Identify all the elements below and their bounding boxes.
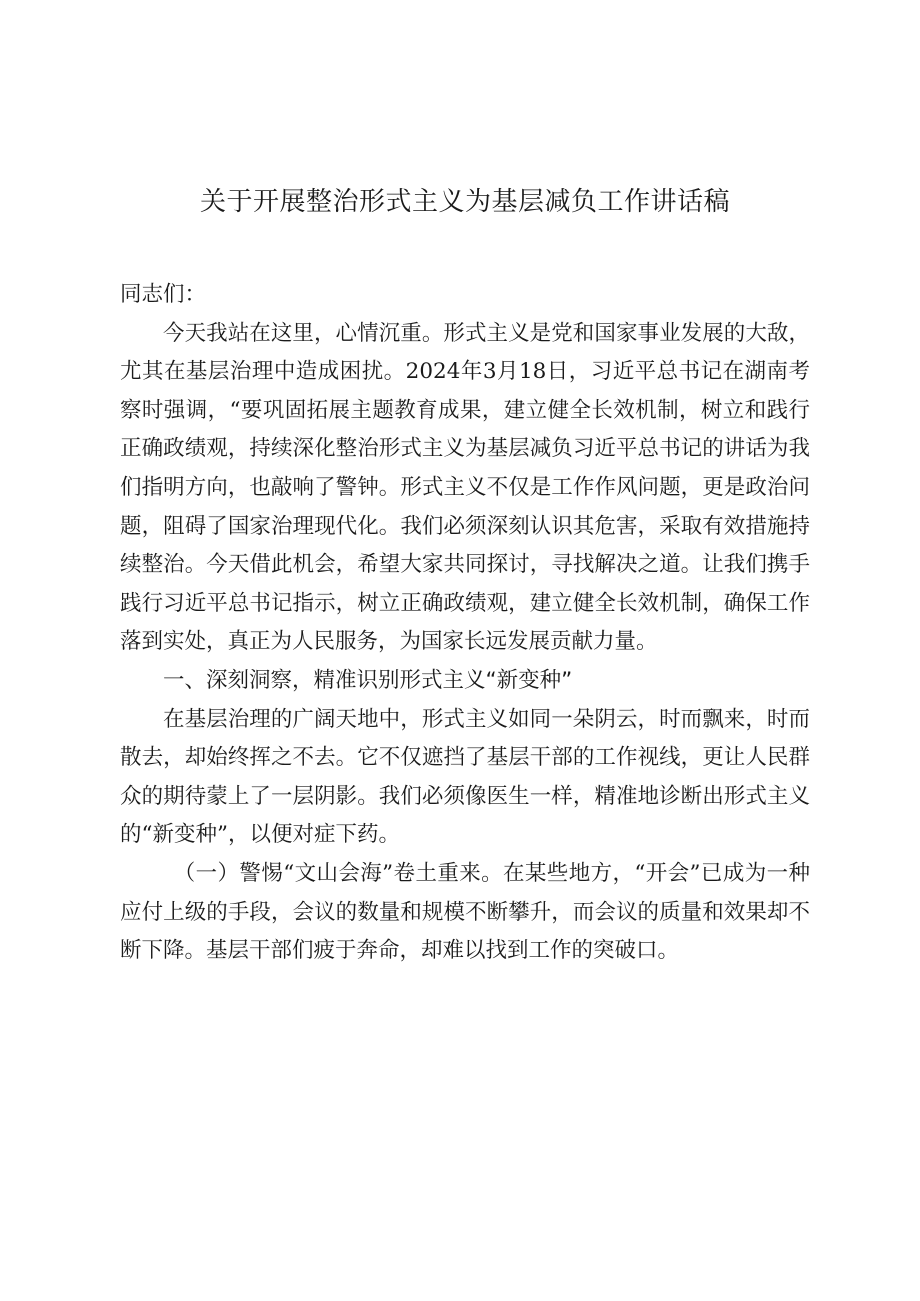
section-paragraph: 在基层治理的广阔天地中，形式主义如同一朵阴云，时而飘来，时而散去，却始终挥之不去。它不仅遮挡了基层干部的工作视线，更让人民群众的期待蒙上了一层阴影。我们必须像医生一样，精准地诊断出形式主义的“新变种”，以便对症下药。 bbox=[120, 706, 810, 848]
salutation: 同志们： bbox=[120, 282, 207, 307]
document-title: 关于开展整治形式主义为基层减负工作讲话稿 bbox=[199, 187, 730, 217]
intro-paragraph: 今天我站在这里，心情沉重。形式主义是党和国家事业发展的大敌，尤其在基层治理中造成困扰。2024年3月18日，习近平总书记在湖南考察时强调，“要巩固拓展主题教育成果，建立健全长效机制，树立和践行正确政绩观，持续深化整治形式主义为基层减负习近平总书记的讲话为我们指明方向，也敲响了警钟。形式主义不仅是工作作风问题，更是政治问题，阻碍了国家治理现代化。我们必须深刻认识其危害，采取有效措施持续整治。今天借此机会，希望大家共同探讨，寻找解决之道。让我们携手践行习近平总书记指示，树立正确政绩观，建立健全长效机制，确保工作落到实处，真正为人民服务，为国家长远发展贡献力量。 bbox=[120, 320, 810, 655]
document-page bbox=[120, 0, 810, 1301]
document-body bbox=[120, 276, 810, 971]
section-heading: 一、深刻洞察，精准识别形式主义“新变种” bbox=[163, 667, 573, 693]
subsection-paragraph: （一）警惕“文山会海”卷土重来。在某些地方，“开会”已成为一种应付上级的手段，会议的数量和规模不断攀升，而会议的质量和效果却不断下降。基层干部们疲于奔命，却难以找到工作的突破口。 bbox=[120, 860, 810, 964]
